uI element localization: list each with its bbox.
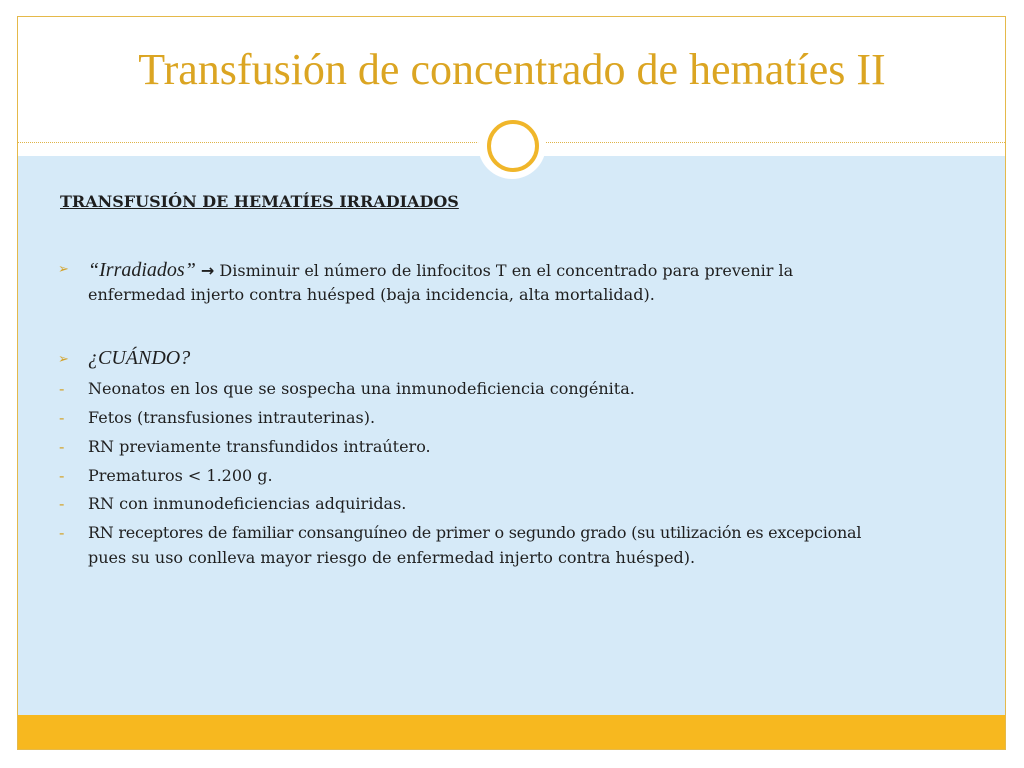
dash-marker: - <box>59 494 65 513</box>
content-area <box>18 156 1005 715</box>
irradiados-line1: Disminuir el número de linfocitos T en el concentrado para prevenir la <box>219 261 794 280</box>
list-item: RN receptores de familiar consanguíneo de primer o segundo grado (su utilización es excepcional <box>88 523 862 542</box>
dash-marker: - <box>59 379 65 398</box>
list-item: Neonatos en los que se sospecha una inmunodeficiencia congénita. <box>88 379 635 398</box>
dash-marker: - <box>59 437 65 456</box>
list-item: RN con inmunodeficiencias adquiridas. <box>88 494 407 513</box>
section-subheading: TRANSFUSIÓN DE HEMATÍES IRRADIADOS <box>60 192 459 211</box>
decorative-ring-icon <box>487 120 539 172</box>
irradiados-term: “Irradiados” <box>88 259 196 281</box>
right-arrow-icon: → <box>200 261 215 280</box>
arrow-bullet-icon: ➢ <box>58 262 69 277</box>
dash-marker: - <box>59 408 65 427</box>
dash-marker: - <box>59 523 65 542</box>
list-item: RN previamente transfundidos intraútero. <box>88 437 431 456</box>
slide-title: Transfusión de concentrado de hematíes II <box>138 45 886 94</box>
list-item: Fetos (transfusiones intrauterinas). <box>88 408 376 427</box>
arrow-bullet-icon: ➢ <box>58 352 69 367</box>
footer-bar <box>18 715 1005 749</box>
cuando-label: ¿CUÁNDO? <box>88 347 191 369</box>
list-item-continuation: pues su uso conlleva mayor riesgo de enfermedad injerto contra huésped). <box>88 548 696 567</box>
irradiados-line2: enfermedad injerto contra huésped (baja incidencia, alta mortalidad). <box>88 285 655 304</box>
dash-marker: - <box>59 466 65 485</box>
bullet-irradiados <box>88 259 793 282</box>
list-item: Prematuros < 1.200 g. <box>88 466 273 485</box>
